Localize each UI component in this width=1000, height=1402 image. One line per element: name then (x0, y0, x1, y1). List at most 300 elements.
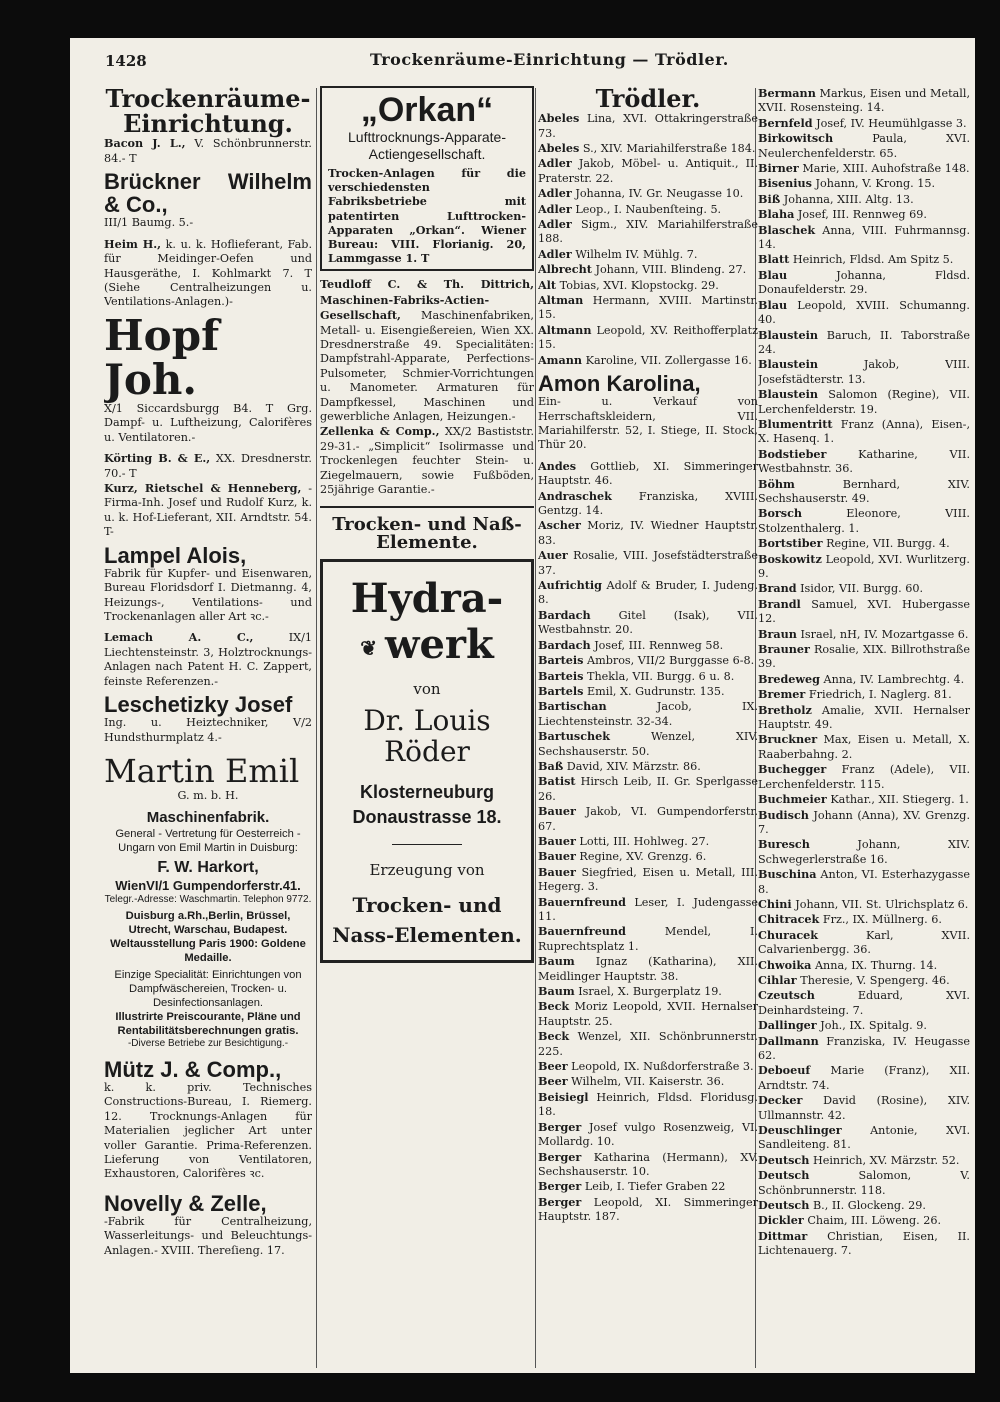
hydra-von: von (413, 680, 441, 699)
entry-name: Buresch (758, 837, 810, 852)
entry-name: Beisiegl (538, 1089, 589, 1104)
entry-name: Dittmar (758, 1228, 808, 1243)
directory-entry (538, 372, 758, 459)
directory-entry (538, 834, 758, 849)
entry-text: Anna, VIII. Fuhrmannsg. 14. (758, 223, 970, 252)
entry-text: Ing. u. Heiztechniker, V/2 Hundsthurmplatz 4.- (104, 716, 312, 744)
entry-text: Moriz, IV. Wiedner Hauptstr. 83. (538, 519, 758, 547)
directory-entry (758, 837, 970, 867)
entry-text: Ambros, VII/2 Burggasse 6-8. (587, 654, 755, 668)
directory-entry (538, 653, 758, 668)
entry-name: Brauner (758, 642, 810, 657)
entry-text: V. Schönbrunnerstr. 84.- T (104, 137, 312, 165)
entry-name: Deutsch (758, 1198, 810, 1213)
directory-entry (104, 693, 312, 751)
entry-name: Novelly & Zelle, (104, 1190, 267, 1216)
hydra-line1: Hydra- (350, 575, 504, 623)
entry-text: Johann (Anna), XV. Grenzg. 7. (758, 808, 970, 836)
directory-entry (758, 1153, 970, 1168)
entry-name: Brand (758, 581, 797, 596)
directory-entry (758, 536, 970, 551)
entry-text: Karoline, VII. Zollergasse 16. (585, 353, 752, 367)
entry-text: Johann, VIII. Blindeng. 27. (595, 263, 747, 277)
directory-entry (758, 912, 970, 927)
entry-name: Braun (758, 626, 797, 641)
entry-text: Johann, XIV. Schwegerlerstraße 16. (758, 838, 970, 866)
page-number: 1428 (105, 52, 147, 70)
entry-name: Birner (758, 161, 799, 176)
entry-name: Birkowitsch (758, 131, 834, 146)
entry-name: Boskowitz (758, 551, 822, 566)
directory-entry (538, 1090, 758, 1120)
entry-text: Leopold, XV. Reithofferplatz 15. (538, 323, 758, 352)
entry-name: Beer (538, 1059, 568, 1074)
entry-name: Mütz J. & Comp., (104, 1056, 282, 1082)
directory-entry (538, 262, 758, 277)
directory-entry (538, 924, 758, 954)
entry-text: Jakob, VI. Gumpendorferstr. 67. (538, 805, 758, 833)
directory-entry (758, 223, 970, 253)
column-4 (758, 86, 970, 1371)
entry-name: Deutsch (758, 1168, 810, 1183)
column-rule (316, 88, 317, 1368)
entry-text: Katharine, VII. Westbahnstr. 36. (758, 447, 970, 476)
entry-name: Deboeuf (758, 1063, 811, 1078)
hydra-erzeugung: Erzeugung von (369, 860, 485, 879)
directory-entry (758, 1213, 970, 1228)
entry-name: Brückner Wilhelm & Co., (104, 169, 312, 218)
entry-name: Teudloff C. & Th. Dittrich, Maschinen-Fabriks-Actien-Gesellschaft, (320, 277, 534, 323)
directory-entry (758, 1093, 970, 1123)
entry-name: Kurz, Rietschel & Henneberg, (104, 481, 302, 496)
directory-entry (538, 849, 758, 864)
entry-name: Bauer (538, 849, 576, 864)
directory-entry (538, 804, 758, 834)
entry-text: Johanna, IV. Gr. Neugasse 10. (575, 187, 744, 201)
entry-name: Adler (538, 246, 572, 261)
entry-name: Böhm (758, 476, 795, 491)
directory-entry (538, 156, 758, 186)
directory-entry (538, 202, 758, 217)
directory-entry (538, 669, 758, 684)
section-heading: Trocken- und Naß-Elemente. (332, 513, 522, 554)
directory-entry (538, 186, 758, 201)
directory-entry (538, 684, 758, 699)
entry-text: Rosalie, VIII. Josefstädterstraße 37. (538, 549, 758, 577)
entry-text: Max, Eisen u. Metall, X. Raaberbahng. 2. (758, 733, 970, 761)
entry-name: Bernfeld (758, 115, 813, 130)
entry-name: Barteis (538, 653, 584, 668)
hydra-name: Dr. Louis Röder (363, 704, 491, 769)
entry-text: Emil, X. Gudrunstr. 135. (587, 684, 725, 698)
entry-text: Marie, XIII. Auhofstraße 148. (802, 162, 970, 176)
directory-entry (758, 252, 970, 267)
entry-name: Blaha (758, 207, 795, 222)
entry-name: Abeles (538, 141, 580, 155)
directory-entry (538, 217, 758, 247)
entry-text: Maschinenfabriken, Metall- u. Eisengießereien, Wien XX. Dresdnerstraße 49. Specialitäten: Dampfstrahl-Apparate, Perfections-Pulsometer, Schmier-Vorrichtungen u. Manometer. Armaturen für Dampfkessel, Maschinen und gewerbliche Anlagen, Heizungen.- (320, 309, 534, 424)
entry-text: Antonie, XVI. Sandleiteng. 81. (758, 1124, 970, 1152)
entry-text: Marie (Franz), XII. Arndtstr. 74. (758, 1064, 970, 1092)
directory-entry (758, 792, 970, 807)
entry-text: Isidor, VII. Burgg. 60. (800, 582, 924, 596)
entry-text: Johanna, XIII. Altg. 13. (783, 192, 914, 206)
directory-entry (538, 1150, 758, 1180)
entry-text: Moriz Leopold, XVII. Hernalser Hauptstr. 25. (538, 1000, 758, 1028)
entry-text: Baruch, II. Taborstraße 24. (758, 328, 970, 356)
directory-entry (758, 1018, 970, 1033)
directory-entry (758, 973, 970, 988)
entry-text: Friedrich, I. Naglerg. 81. (808, 688, 952, 702)
column-1 (104, 86, 312, 1371)
entry-name: Budisch (758, 807, 809, 822)
directory-entry (538, 759, 758, 774)
directory-entry (538, 999, 758, 1029)
entry-name: Bremer (758, 687, 806, 702)
martin-advertisement (104, 809, 312, 1050)
directory-entry (538, 323, 758, 353)
directory-entry (758, 298, 970, 328)
directory-entry (104, 751, 312, 809)
entry-name: Deutsch (758, 1152, 810, 1167)
entry-text: Leopold, IX. Nußdorferstraße 3. (571, 1060, 754, 1074)
entry-name: Blaschek (758, 222, 816, 237)
directory-entry (758, 958, 970, 973)
directory-entry (758, 642, 970, 672)
directory-entry (758, 552, 970, 582)
entry-name: Dallmann (758, 1033, 819, 1048)
directory-entry (758, 1168, 970, 1198)
directory-entry (758, 703, 970, 733)
entry-text: Jakob, VIII. Josefstädterstr. 13. (758, 358, 970, 386)
entry-name: Blaustein (758, 357, 819, 372)
entry-text: Bernhard, XIV. Sechshauserstr. 49. (758, 477, 970, 505)
entry-text: Leib, I. Tiefer Graben 22 (584, 1180, 726, 1194)
entry-text: Kathar., XII. Stiegerg. 1. (830, 793, 969, 807)
entry-name: Deuschlinger (758, 1123, 842, 1138)
entry-name: Amann (538, 352, 583, 367)
directory-entry (758, 192, 970, 207)
entry-name: Chwoika (758, 957, 812, 972)
entry-name: Beer (538, 1074, 568, 1089)
directory-entry (538, 548, 758, 578)
entry-name: Bruckner (758, 732, 818, 747)
directory-entry (758, 627, 970, 642)
entry-name: Bretholz (758, 702, 812, 717)
entry-text: XX/2 Bastiststr. 29-31.- „Simplicit“ Isolirmasse und Trockenlegen feuchter Stein- u. Ziegelmauern, sowie Fußböden, 25jährige Garantie.- (320, 425, 534, 497)
orkan-advertisement (320, 86, 534, 271)
section-heading: Trödler. (595, 86, 701, 113)
entry-text: Eleonore, VIII. Stolzenthalerg. 1. (758, 507, 970, 535)
entry-name: Adler (538, 186, 572, 201)
directory-entry (538, 489, 758, 519)
entry-text: Heinrich, XV. Märzstr. 52. (812, 1153, 960, 1167)
entry-text: Josef, III. Rennweg 69. (797, 208, 927, 222)
entry-name: Blau (758, 297, 788, 312)
entry-name: Bauer (538, 804, 576, 819)
entry-text: -Firma-Inh. Josef und Rudolf Kurz, k. u. k. Hof-Lieferant, XII. Arndtstr. 54. T- (104, 482, 312, 539)
entry-text: Johann, V. Krong. 15. (815, 177, 936, 191)
martin-firm: F. W. Harkort, (157, 858, 259, 876)
directory-entry (538, 729, 758, 759)
entry-text: Sigm., XIV. Mariahilferstraße 188. (538, 218, 758, 246)
entry-name: Adler (538, 201, 572, 216)
entry-name: Churacek (758, 927, 818, 942)
martin-cities: Duisburg a.Rh.,Berlin, Brüssel, Utrecht, Warschau, Budapest. Weltausstellung Paris 1900: Goldene Medaille. (110, 909, 306, 964)
directory-entry (758, 1063, 970, 1093)
directory-entry (758, 808, 970, 838)
entry-name: Bartischan (538, 699, 607, 714)
directory-entry (758, 732, 970, 762)
entry-text: Jacob, IX. Liechtensteinstr. 32-34. (538, 700, 758, 728)
entry-name: Buschina (758, 867, 817, 882)
entry-text: Anton, VI. Esterhazygasse 8. (758, 868, 970, 896)
entry-name: Bartels (538, 683, 584, 698)
entry-text: Katharina (Hermann), XV. Sechshauserstr. 10. (538, 1150, 758, 1178)
entry-text: Karl, XVII. Calvarienbergg. 36. (758, 928, 970, 957)
entry-text: Wenzel, XIV. Sechshauserstr. 50. (538, 730, 758, 758)
divider (392, 844, 462, 845)
entry-text: Thekla, VII. Burgg. 6 u. 8. (587, 669, 735, 683)
directory-entry (104, 451, 312, 481)
entry-name: Andraschek (538, 488, 612, 503)
entry-text: Amalie, XVII. Hernalser Hauptstr. 49. (758, 703, 970, 732)
entry-name: Auer (538, 548, 568, 563)
entry-name: Berger (538, 1179, 582, 1194)
entry-text: Fabrik für Kupfer- und Eisenwaren, Bureau Floridsdorf I. Dietmanng. 4, Heizungs-, Ventilations- und Trockenanlagen aller Art ꝛc.- (104, 566, 312, 623)
entry-text: Franziska, XVIII. Gentzg. 14. (538, 489, 758, 518)
entry-name: Blau (758, 267, 788, 282)
entry-text: G. m. b. H. (177, 788, 239, 802)
entry-text: Lotti, III. Hohlweg. 27. (579, 834, 710, 848)
martin-sub: Maschinenfabrik. (146, 808, 270, 826)
entry-name: Blaustein (758, 327, 819, 342)
entry-text: IX/1 Liechtensteinstr. 3, Holztrocknungs-Anlagen nach Patent H. C. Zappert, feinste Referenzen.- (104, 631, 312, 688)
column-rule (535, 88, 536, 1368)
entry-name: Chini (758, 896, 792, 911)
entry-name: Bauernfreund (538, 924, 626, 939)
entry-text: Josef vulgo Rosenzweig, VI. Mollardg. 10. (538, 1120, 758, 1149)
entry-name: Adler (538, 217, 572, 232)
directory-entry (538, 459, 758, 489)
directory-entry (538, 141, 758, 156)
martin-ill: Illustrirte Preiscourante, Pläne und Rentabilitätsberechnungen gratis. (115, 1010, 301, 1037)
entry-name: Leschetizky Josef (104, 692, 293, 717)
directory-entry (758, 477, 970, 507)
directory-entry (104, 1192, 312, 1264)
entry-text: Salomon (Regine), VII. Lerchenfelderstr. 19. (758, 388, 970, 416)
hydra-line2: werk (385, 621, 494, 669)
entry-name: Bartuschek (538, 729, 611, 744)
entry-name: Cihlar (758, 972, 797, 987)
entry-text: Chaim, III. Löweng. 26. (807, 1214, 942, 1228)
directory-entry (538, 353, 758, 368)
hydrawerk-advertisement (320, 559, 534, 962)
directory-entry (104, 1058, 312, 1188)
directory-entry (758, 672, 970, 687)
directory-entry (758, 762, 970, 792)
directory-entry (538, 895, 758, 925)
entry-text: Josef, IV. Heumühlgasse 3. (816, 116, 967, 130)
entry-text: X/1 Siccardsburgg B4. T Grg. Dampf- u. Luftheizung, Calorifères u. Ventilatoren.- (104, 402, 312, 444)
directory-entry (538, 865, 758, 895)
entry-text: Christian, Eisen, II. Lichtenauerg. 7. (758, 1229, 970, 1258)
directory-entry (538, 1179, 758, 1194)
entry-text: Leopold, XI. Simmeringer Hauptstr. 187. (538, 1195, 758, 1224)
hydra-product-1: Trocken- und (352, 892, 502, 917)
entry-name: Brandl (758, 596, 801, 611)
column-3 (538, 86, 758, 1371)
hydra-place: Klosterneuburg (359, 781, 494, 802)
entry-text: Anna, IX. Thurng. 14. (814, 958, 938, 972)
entry-name: Bortstiber (758, 536, 823, 551)
entry-name: Baß (538, 758, 564, 773)
entry-name: Bermann (758, 86, 816, 100)
entry-text: Regine, XV. Grenzg. 6. (579, 850, 707, 864)
hydra-product-2: Nass-Elementen. (332, 922, 522, 947)
martin-div: -Diverse Betriebe zur Besichtigung.- (127, 1037, 289, 1049)
directory-entry (104, 481, 312, 540)
directory-entry (758, 176, 970, 191)
entry-name: Borsch (758, 506, 803, 521)
entry-name: Heim H., (104, 236, 162, 251)
entry-text: Israel, X. Burgerplatz 19. (578, 985, 722, 999)
entry-name: Beck (538, 999, 570, 1014)
entry-name: Altman (538, 293, 584, 308)
directory-entry (104, 544, 312, 631)
directory-entry (538, 954, 758, 984)
directory-entry (538, 608, 758, 638)
entry-text: Leopold, XVI. Wurlitzerg. 9. (758, 552, 970, 580)
entry-name: Bisenius (758, 176, 812, 191)
entry-text: Samuel, XVI. Hubergasse 12. (758, 597, 970, 626)
entry-text: Leser, I. Judengasse 11. (538, 895, 758, 923)
entry-name: Adler (538, 156, 572, 171)
directory-entry (104, 630, 312, 689)
entry-name: Amon Karolina, (538, 371, 701, 397)
entry-name: Berger (538, 1119, 582, 1134)
directory-entry (758, 581, 970, 596)
entry-text: Heinrich, Fldsd. Am Spitz 5. (792, 253, 954, 267)
entry-text: XX. Dresdnerstr. 70.- T (104, 452, 312, 480)
entry-name: Bauer (538, 833, 576, 848)
entry-text: Hirsch Leib, II. Gr. Sperlgasse 26. (538, 775, 758, 803)
entry-name: Ascher (538, 518, 581, 533)
directory-entry (758, 1198, 970, 1213)
entry-text: Gottlieb, XI. Simmeringer Hauptstr. 46. (538, 459, 758, 488)
entry-name: Blumentritt (758, 416, 833, 431)
directory-entry (758, 161, 970, 176)
directory-entry (538, 638, 758, 653)
section-heading: Trockenräume-Einrichtung. (105, 86, 311, 139)
entry-name: Körting B. & E., (104, 451, 211, 466)
directory-entry (758, 116, 970, 131)
hydra-street: Donaustrasse 18. (352, 806, 502, 827)
directory-entry (104, 136, 312, 166)
directory-entry (758, 897, 970, 912)
entry-name: Czeutsch (758, 988, 815, 1003)
entry-text: Gitel (Isak), VII. Westbahnstr. 20. (538, 608, 758, 637)
directory-entry (538, 247, 758, 262)
entry-text: Regine, VII. Burgg. 4. (826, 537, 950, 551)
directory-entry (320, 424, 534, 497)
entry-name: Bacon J. L., (104, 136, 186, 151)
entry-name: Dallinger (758, 1018, 817, 1033)
directory-entry (538, 518, 758, 548)
entry-name: Blatt (758, 252, 790, 267)
entry-text: B., II. Glockeng. 29. (812, 1199, 926, 1213)
entry-text: Salomon, V. Schönbrunnerstr. 118. (758, 1169, 970, 1197)
entry-name: Bredeweg (758, 671, 820, 686)
entry-text: Markus, Eisen und Metall, XVII. Rosensteing. 14. (758, 87, 970, 115)
entry-name: Baum (538, 984, 575, 999)
entry-name: Buchegger (758, 762, 827, 777)
martin-spec: Einzige Specialität: Einrichtungen von Dampfwäschereien, Trocken- u. Desinfectionsanlagen. (114, 968, 302, 1009)
directory-entry (538, 293, 758, 323)
entry-text: Johanna, Fldsd. Donaufelderstr. 29. (758, 268, 970, 297)
orkan-body: Trocken-Anlagen für die verschiedensten Fabriksbetriebe mit patentirten Lufttrocken-Apparaten „Orkan“. Wiener Bureau: VIII. Florianig. 20, Lammgasse 1. T (328, 165, 526, 266)
directory-entry (758, 268, 970, 298)
entry-text: Jakob, Möbel- u. Antiquit., II. Praterstr. 22. (538, 157, 758, 185)
directory-entry (538, 699, 758, 729)
directory-entry (538, 278, 758, 293)
entry-name: Beck (538, 1029, 570, 1044)
directory-entry (758, 357, 970, 387)
entry-text: Hermann, XVIII. Martinstr. 15. (538, 294, 758, 322)
directory-entry (104, 237, 312, 310)
entry-text: Franz (Adele), VII. Lerchenfelderstr. 115. (758, 763, 970, 791)
running-title: Trockenräume-Einrichtung — Trödler. (370, 50, 729, 69)
entry-name: Zellenka & Comp., (320, 424, 440, 439)
directory-entry (538, 1074, 758, 1089)
directory-entry (758, 447, 970, 477)
directory-entry (758, 387, 970, 417)
entry-name: Biß (758, 191, 781, 206)
entry-text: Anna, IV. Lambrechtg. 4. (823, 672, 965, 686)
entry-text: Franz (Anna), Eisen-, X. Hasenq. 1. (758, 417, 970, 446)
entry-text: Tobias, XVI. Klopstockg. 29. (559, 278, 719, 292)
directory-entry (758, 1229, 970, 1259)
entry-text: Siegfried, Eisen u. Metall, III. Hegerg. 3. (538, 865, 758, 894)
entry-name: Martin Emil (104, 751, 300, 790)
directory-entry (538, 1120, 758, 1150)
directory-entry (758, 1123, 970, 1153)
orkan-subtitle: Lufttrocknungs-Apparate-Actiengesellschaft. (348, 129, 506, 163)
fleuron-icon: ❦ (360, 635, 378, 660)
entry-text: Adolf & Bruder, I. Judeng. 8. (538, 579, 758, 607)
entry-text: Wenzel, XII. Schönbrunnerstr. 225. (538, 1030, 758, 1058)
martin-gv: General - Vertretung für Oesterreich - Ungarn von Emil Martin in Duisburg: (115, 827, 301, 854)
entry-name: Baum (538, 954, 575, 969)
directory-entry (758, 506, 970, 536)
entry-text: -Fabrik für Centralheizung, Wasserleitungs- und Beleuchtungs-Anlagen.- XVIII. Thereſieng. 17. (104, 1214, 312, 1257)
directory-entry (758, 131, 970, 161)
entry-name: Bardach (538, 607, 591, 622)
entry-text: Leop., I. Naubenſteing. 5. (575, 202, 722, 216)
entry-name: Batist (538, 774, 576, 789)
entry-name: Berger (538, 1149, 582, 1164)
directory-page (70, 38, 975, 1373)
entry-text: k. k. priv. Technisches Constructions-Bureau, I. Riemerg. 12. Trocknungs-Anlagen für Materialien jeglicher Art unter voller Garantie. Prima-Referenzen. Lieferung von Ventilatoren, Exhaustoren, Calorifères ꝛc. (104, 1081, 312, 1181)
entry-name: Buchmeier (758, 792, 827, 807)
entry-name: Alt (538, 277, 557, 292)
directory-entry (104, 170, 312, 237)
entry-text: Joh., IX. Spitalg. 9. (820, 1019, 927, 1033)
column-2 (320, 86, 534, 1371)
directory-entry (538, 111, 758, 141)
entry-text: Frz., IX. Müllnerg. 6. (822, 913, 942, 927)
entry-text: k. u. k. Hoflieferant, Fab. für Meidinger-Oefen und Hausgeräthe, I. Kohlmarkt 7. T (Siehe Centralheizungen u. Ventilations-Anlagen.)- (104, 237, 312, 309)
